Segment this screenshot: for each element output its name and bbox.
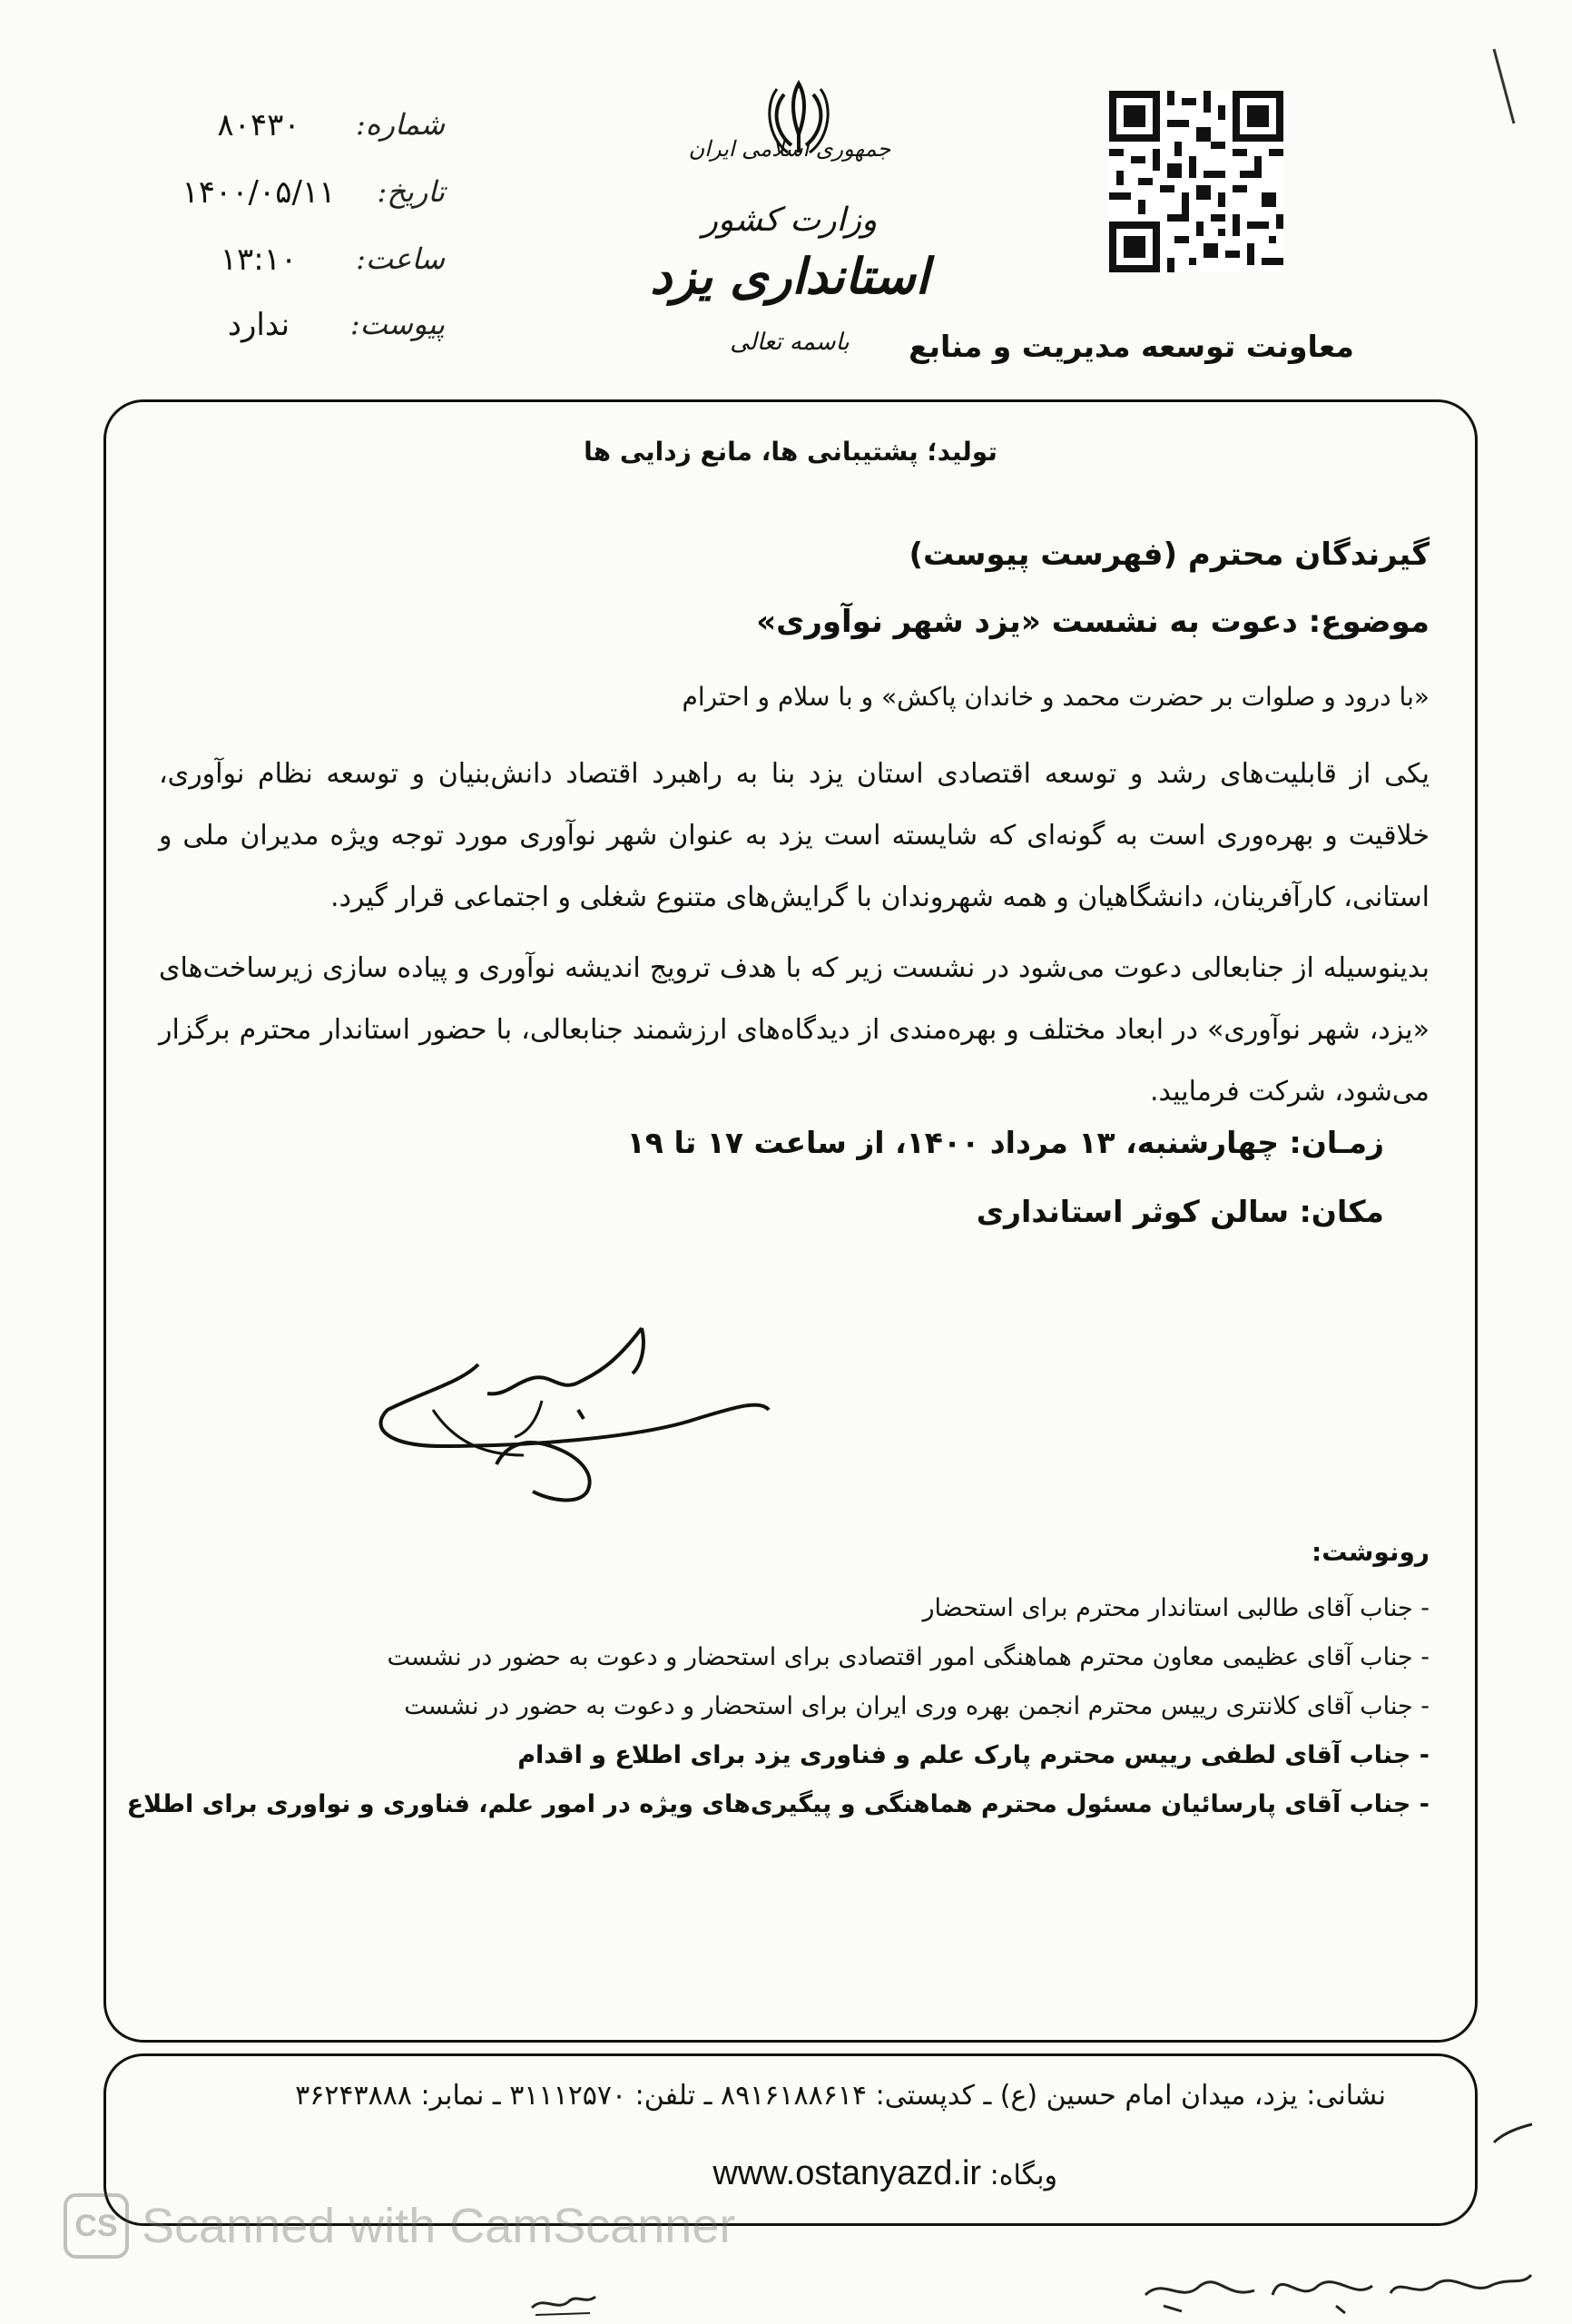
ministry-name: وزارت کشور	[702, 202, 878, 239]
camscanner-watermark-text: Scanned with CamScanner	[142, 2199, 736, 2253]
letter-number-row	[172, 107, 445, 165]
camscanner-logo-icon: CS	[64, 2193, 129, 2259]
letter-attachment-row	[172, 307, 445, 365]
letter-time-value: ۱۳:۱۰	[220, 241, 298, 278]
carbon-copy-item: - جناب آقای طالبی استاندار محترم برای استحضار	[922, 1594, 1430, 1622]
carbon-copy-item: - جناب آقای لطفی رییس محترم پارک علم و فناوری یزد برای اطلاع و اقدام	[517, 1741, 1430, 1769]
meeting-time: زمـان: چهارشنبه، ۱۳ مرداد ۱۴۰۰، از ساعت ۱۷ تا ۱۹	[626, 1125, 1384, 1160]
invocation-text: باسمه تعالی	[730, 329, 850, 356]
letter-date-row	[172, 174, 445, 232]
footer-website-row	[712, 2154, 1057, 2193]
letter-date-label: تاریخ:	[377, 174, 445, 209]
carbon-copy-title: رونوشت:	[1312, 1537, 1430, 1567]
carbon-copy-list	[126, 1584, 1430, 1829]
letter-recipients: گیرندگان محترم (فهرست پیوست)	[909, 537, 1430, 573]
letter-date-value: ۱۴۰۰/۰۵/۱۱	[182, 174, 336, 211]
letter-time-label: ساعت:	[356, 241, 445, 276]
letter-paragraph-2: بدینوسیله از جنابعالی دعوت می‌شود در نشست زیر که با هدف ترویج اندیشه نوآوری و پیاده سازی زیرساخت‌های «یزد، شهر نوآوری» در ابعاد مختلف و بهره‌مندی از دیدگاه‌های ارزشمند جنابعالی، با حضور استاندار محترم برگزار می‌شود، شرکت فرمایید.	[159, 952, 1430, 1108]
governorate-name: استانداری یزد	[650, 247, 929, 305]
carbon-copy-item: - جناب آقای پارسائیان مسئول محترم هماهنگی و پیگیری‌های ویژه در امور علم، فناوری و نواوری برای اطلاع	[126, 1790, 1430, 1818]
letter-body-frame	[103, 399, 1478, 2043]
letter-time-row	[172, 241, 445, 300]
country-name: جمهوری اسلامی ایران	[688, 136, 891, 162]
handwritten-signature	[369, 1310, 787, 1519]
letter-attachment-value: ندارد	[227, 307, 290, 343]
handwritten-note	[1127, 2250, 1536, 2322]
letter-attachment-label: پیوست:	[349, 307, 445, 341]
carbon-copy-item: - جناب آقای عظیمی معاون محترم هماهنگی امور اقتصادی برای استحضار و دعوت به حضور در نشست	[387, 1643, 1430, 1671]
pen-stroke-mark	[1490, 45, 1518, 127]
camscanner-watermark	[64, 2190, 735, 2262]
pen-stroke-mark	[1490, 2115, 1536, 2152]
letter-number-value: ۸۰۴۳۰	[217, 107, 300, 143]
carbon-copy-item: - جناب آقای کلانتری رییس محترم انجمن بهره وری ایران برای استحضار و دعوت به حضور در نشست	[404, 1692, 1430, 1720]
deputy-department-title: معاونت توسعه مدیریت و منابع	[909, 329, 1354, 364]
website-link[interactable]: www.ostanyazd.ir	[712, 2154, 982, 2192]
letter-subject: موضوع: دعوت به نشست «یزد شهر نوآوری»	[756, 604, 1430, 640]
handwritten-initials	[526, 2286, 599, 2322]
letter-topic: تولید؛ پشتیبانی ها، مانع زدایی ها	[584, 437, 997, 467]
letter-greeting: «با درود و صلوات بر حضرت محمد و خاندان پاکش» و با سلام و احترام	[682, 682, 1430, 712]
letter-paragraph-1: یکی از قابلیت‌های رشد و توسعه اقتصادی استان یزد بنا به راهبرد اقتصاد دانش‌بنیان و توسعه نظام نوآوری، خلاقیت و بهره‌وری است به گونه‌ای که شایسته است یزد به عنوان شهر نوآوری مورد توجه ویژه مدیران ملی و استانی، کارآفرینان، دانشگاهیان و همه شهروندان با گرایش‌های متنوع شغلی و اجتماعی قرار گیرد.	[159, 758, 1430, 913]
website-label: وبگاه:	[989, 2160, 1057, 2191]
qr-code-icon	[1109, 91, 1283, 272]
letter-number-label: شماره:	[355, 107, 445, 142]
footer-address: نشانی: یزد، میدان امام حسین (ع) ـ کدپستی: ۸۹۱۶۱۸۸۶۱۴ ـ تلفن: ۳۱۱۱۲۵۷۰ ـ نمابر: ۳۶۲۴۳۸۸۸	[295, 2080, 1386, 2112]
meeting-place: مکان: سالن کوثر استانداری	[976, 1194, 1384, 1229]
